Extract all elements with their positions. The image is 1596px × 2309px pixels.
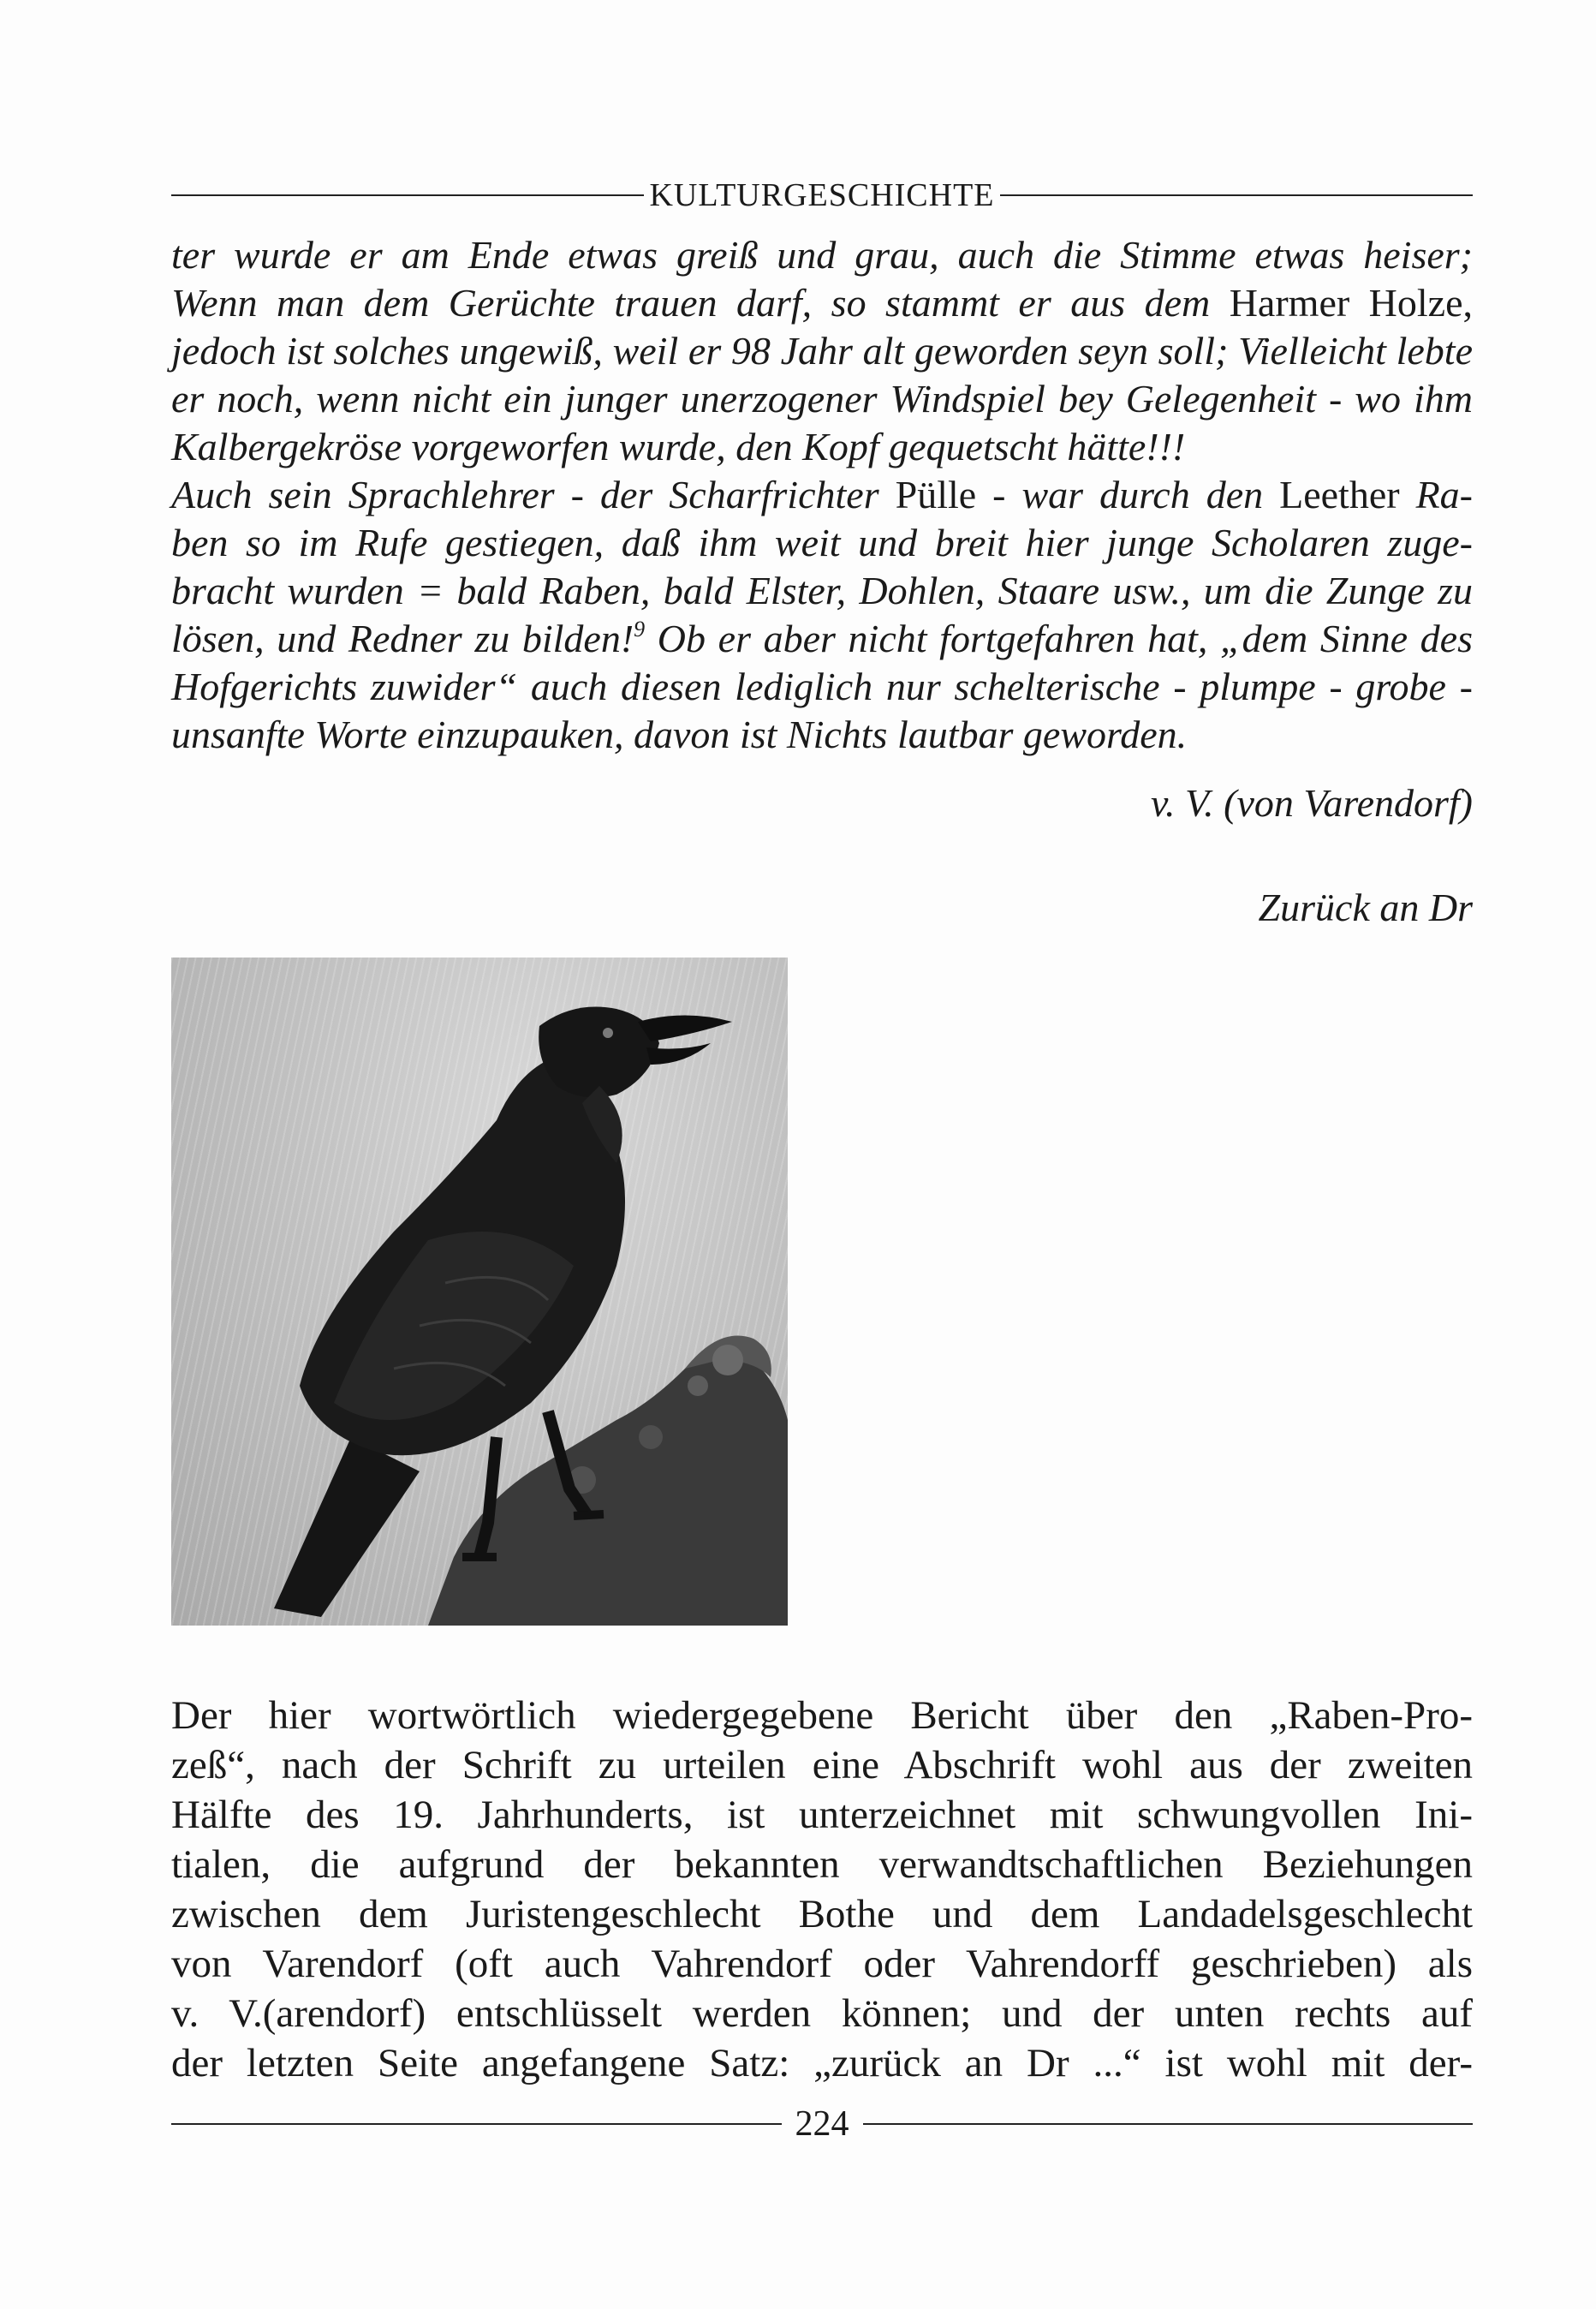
back-note: Zurück an Dr — [1258, 886, 1473, 929]
quote-text-run: Ra- — [1399, 473, 1473, 516]
quote-text-run: er noch, wenn nicht ein junger unerzogener Windspiel bey Gelegenheit - wo ihm — [171, 377, 1473, 421]
body-line: zwischen dem Juristengeschlecht Bothe und dem Landadelsgeschlecht — [171, 1892, 1473, 1936]
quote-text-run: jedoch ist solches ungewiß, weil er 98 Jahr alt geworden seyn soll; Vielleicht lebte — [171, 329, 1473, 373]
footer-rule-right — [863, 2123, 1474, 2125]
signature-initials: v. V. (von Varendorf) — [1150, 781, 1473, 825]
quote-line — [171, 375, 1473, 423]
running-header — [171, 178, 1473, 212]
quote-text-run: unsanfte Worte einzupauken, davon ist Nichts lautbar geworden. — [171, 713, 1188, 756]
quote-line — [171, 711, 1473, 759]
quote-text-run: Leether — [1279, 473, 1400, 516]
quote-text-run: Pülle — [895, 473, 977, 516]
quote-line — [171, 615, 1473, 663]
raven-tail — [274, 1437, 420, 1617]
quote-line — [171, 567, 1473, 615]
quote-text-run: Ob er aber nicht fortgefahren hat, „dem Sinne des — [645, 617, 1473, 660]
quote-text-run: - war durch den — [976, 473, 1280, 516]
quote-line — [171, 471, 1473, 519]
quote-line — [171, 327, 1473, 375]
body-line: zeß“, nach der Schrift zu urteilen eine Abschrift wohl aus der zweiten — [171, 1743, 1473, 1787]
quote-text-run: Auch sein Sprachlehrer - der Scharfrichter — [171, 473, 896, 516]
quote-text-run: Wenn man dem Gerüchte trauen darf, so stammt er aus dem — [171, 281, 1230, 325]
quote-line — [171, 663, 1473, 711]
footnote-marker: 9 — [634, 617, 646, 641]
quote-line — [171, 519, 1473, 567]
footer-rule-left — [171, 2123, 782, 2125]
body-line: von Varendorf (oft auch Vahrendorf oder Vahrendorff geschrieben) als — [171, 1942, 1473, 1986]
raven-illustration — [171, 958, 788, 1626]
quote-text-run: ter wurde er am Ende etwas greiß und grau, auch die Stimme etwas heiser; — [171, 233, 1473, 277]
quote-text-run: Harmer Holze, — [1229, 281, 1473, 325]
body-line: v. V.(arendorf) entschlüsselt werden können; und der unten rechts auf — [171, 1991, 1473, 2036]
commentary-text — [171, 1691, 1473, 2088]
quote-line — [171, 279, 1473, 327]
page-number: 224 — [795, 2104, 849, 2144]
body-line: Hälfte des 19. Jahrhunderts, ist unterzeichnet mit schwungvollen Ini- — [171, 1793, 1473, 1837]
quote-text-run: bracht wurden = bald Raben, bald Elster, Dohlen, Staare usw., um die Zunge zu — [171, 569, 1473, 612]
quote-text-run: Hofgerichts zuwider“ auch diesen lediglich nur schelterische - plumpe - grobe - — [171, 665, 1473, 708]
quote-line — [171, 231, 1473, 279]
quote-line — [171, 423, 1473, 471]
raven-head — [539, 1007, 659, 1098]
raven-beak-upper — [638, 1016, 732, 1042]
header-rule-left — [171, 194, 644, 196]
raven-eye — [603, 1028, 613, 1038]
quoted-report-text — [171, 231, 1473, 759]
body-line: der letzten Seite angefangene Satz: „zurück an Dr ...“ ist wohl mit der- — [171, 2041, 1473, 2085]
page-footer — [171, 2102, 1473, 2146]
section-title: KULTURGESCHICHTE — [649, 177, 995, 213]
quote-text-run: ben so im Rufe gestiegen, daß ihm weit und breit hier junge Scholaren zuge- — [171, 521, 1473, 564]
body-line: tialen, die aufgrund der bekannten verwandtschaftlichen Beziehungen — [171, 1842, 1473, 1887]
quote-text-run: lösen, und Redner zu bilden! — [171, 617, 634, 660]
body-line: Der hier wortwörtlich wiedergegebene Bericht über den „Raben-Pro- — [171, 1693, 1473, 1738]
raven-photograph — [171, 958, 788, 1626]
header-rule-right — [1000, 194, 1473, 196]
quote-text-run: Kalbergekröse vorgeworfen wurde, den Kopf gequetscht hätte!!! — [171, 425, 1186, 468]
